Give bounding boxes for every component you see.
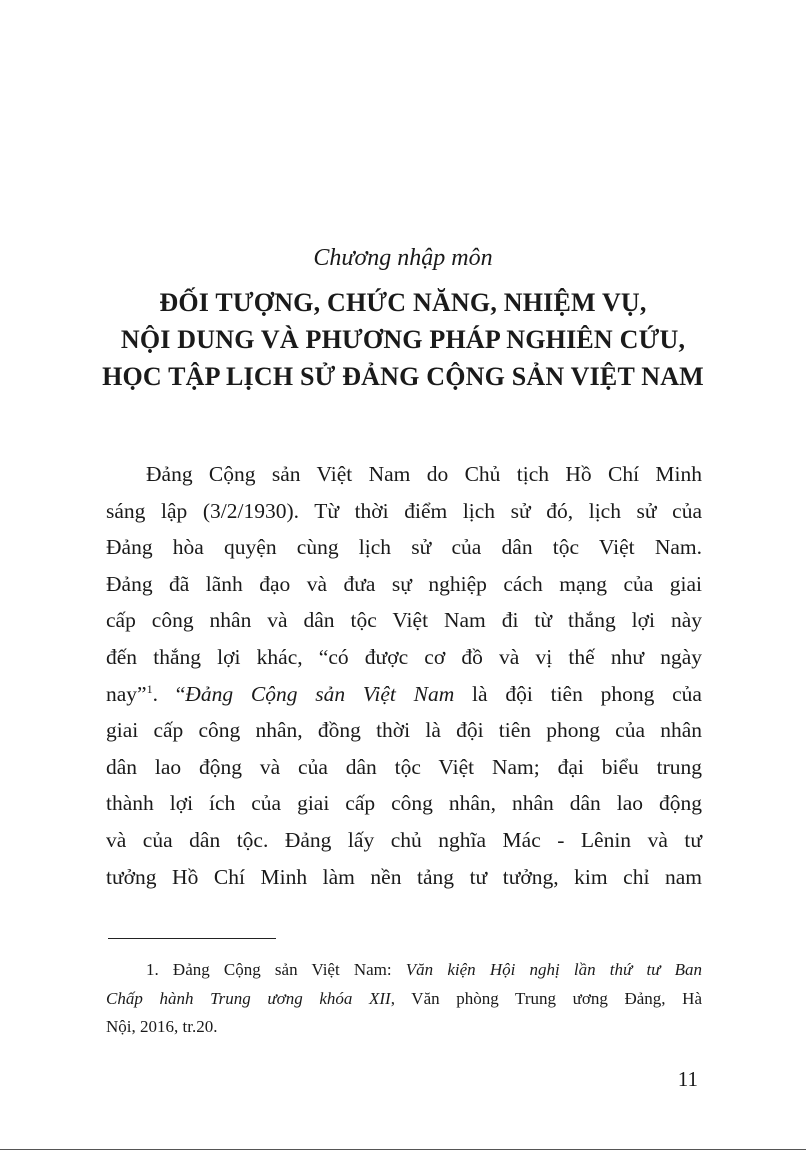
- body-line: Đảng đã lãnh đạo và đưa sự nghiệp cách mạng của giai: [106, 571, 702, 596]
- body-line: và của dân tộc. Đảng lấy chủ nghĩa Mác - Lênin và tư: [106, 827, 702, 852]
- footnote: [106, 956, 702, 1042]
- footnote-reference: 1: [146, 681, 153, 696]
- body-line: cấp công nhân và dân tộc Việt Nam đi từ thắng lợi này: [106, 608, 702, 633]
- body-line-with-footnote: [106, 676, 702, 713]
- footnote-text-run: 1. Đảng Cộng sản Việt Nam:: [146, 960, 406, 979]
- footnote-divider: [108, 938, 276, 939]
- italic-party-name: Đảng Cộng sản Việt Nam: [185, 681, 455, 706]
- footnote-line-2: [106, 985, 702, 1014]
- footnote-italic-title: Chấp hành Trung ương khóa XII: [106, 988, 391, 1008]
- body-line: Đảng Cộng sản Việt Nam do Chủ tịch Hồ Chí Minh: [146, 462, 702, 486]
- body-line: đến thắng lợi khác, “có được cơ đồ và vị thế như ngày: [106, 644, 702, 669]
- chapter-label: Chương nhập môn: [313, 245, 493, 271]
- chapter-title: [100, 284, 706, 395]
- body-paragraph: [106, 456, 702, 895]
- chapter-title-line-1: ĐỐI TƯỢNG, CHỨC NĂNG, NHIỆM VỤ,: [159, 288, 647, 317]
- body-text-run: nay”: [106, 681, 147, 706]
- footnote-line-3: Nội, 2016, tr.20.: [106, 1017, 218, 1036]
- body-line: Đảng hòa quyện cùng lịch sử của dân tộc Việt Nam.: [106, 535, 702, 560]
- page-number: 11: [677, 1067, 698, 1091]
- footnote-line-1: [106, 956, 702, 985]
- footnote-text-run: , Văn phòng Trung ương Đảng, Hà: [390, 988, 702, 1008]
- body-text-run: là đội tiên phong của: [454, 681, 702, 706]
- page-bottom-edge: [0, 1149, 806, 1150]
- body-line: dân lao động và của dân tộc Việt Nam; đại biểu trung: [106, 754, 702, 779]
- chapter-title-line-3: HỌC TẬP LỊCH SỬ ĐẢNG CỘNG SẢN VIỆT NAM: [102, 362, 704, 391]
- body-line: thành lợi ích của giai cấp công nhân, nhân dân lao động: [106, 791, 702, 816]
- body-line: giai cấp công nhân, đồng thời là đội tiên phong của nhân: [106, 718, 702, 743]
- body-line: sáng lập (3/2/1930). Từ thời điểm lịch sử đó, lịch sử của: [106, 498, 702, 523]
- footnote-italic-title: Văn kiện Hội nghị lần thứ tư Ban: [405, 960, 702, 979]
- chapter-title-line-2: NỘI DUNG VÀ PHƯƠNG PHÁP NGHIÊN CỨU,: [120, 325, 686, 354]
- body-text-run: . “: [152, 681, 186, 706]
- body-line: tưởng Hồ Chí Minh làm nền tảng tư tưởng, kim chỉ nam: [106, 864, 702, 889]
